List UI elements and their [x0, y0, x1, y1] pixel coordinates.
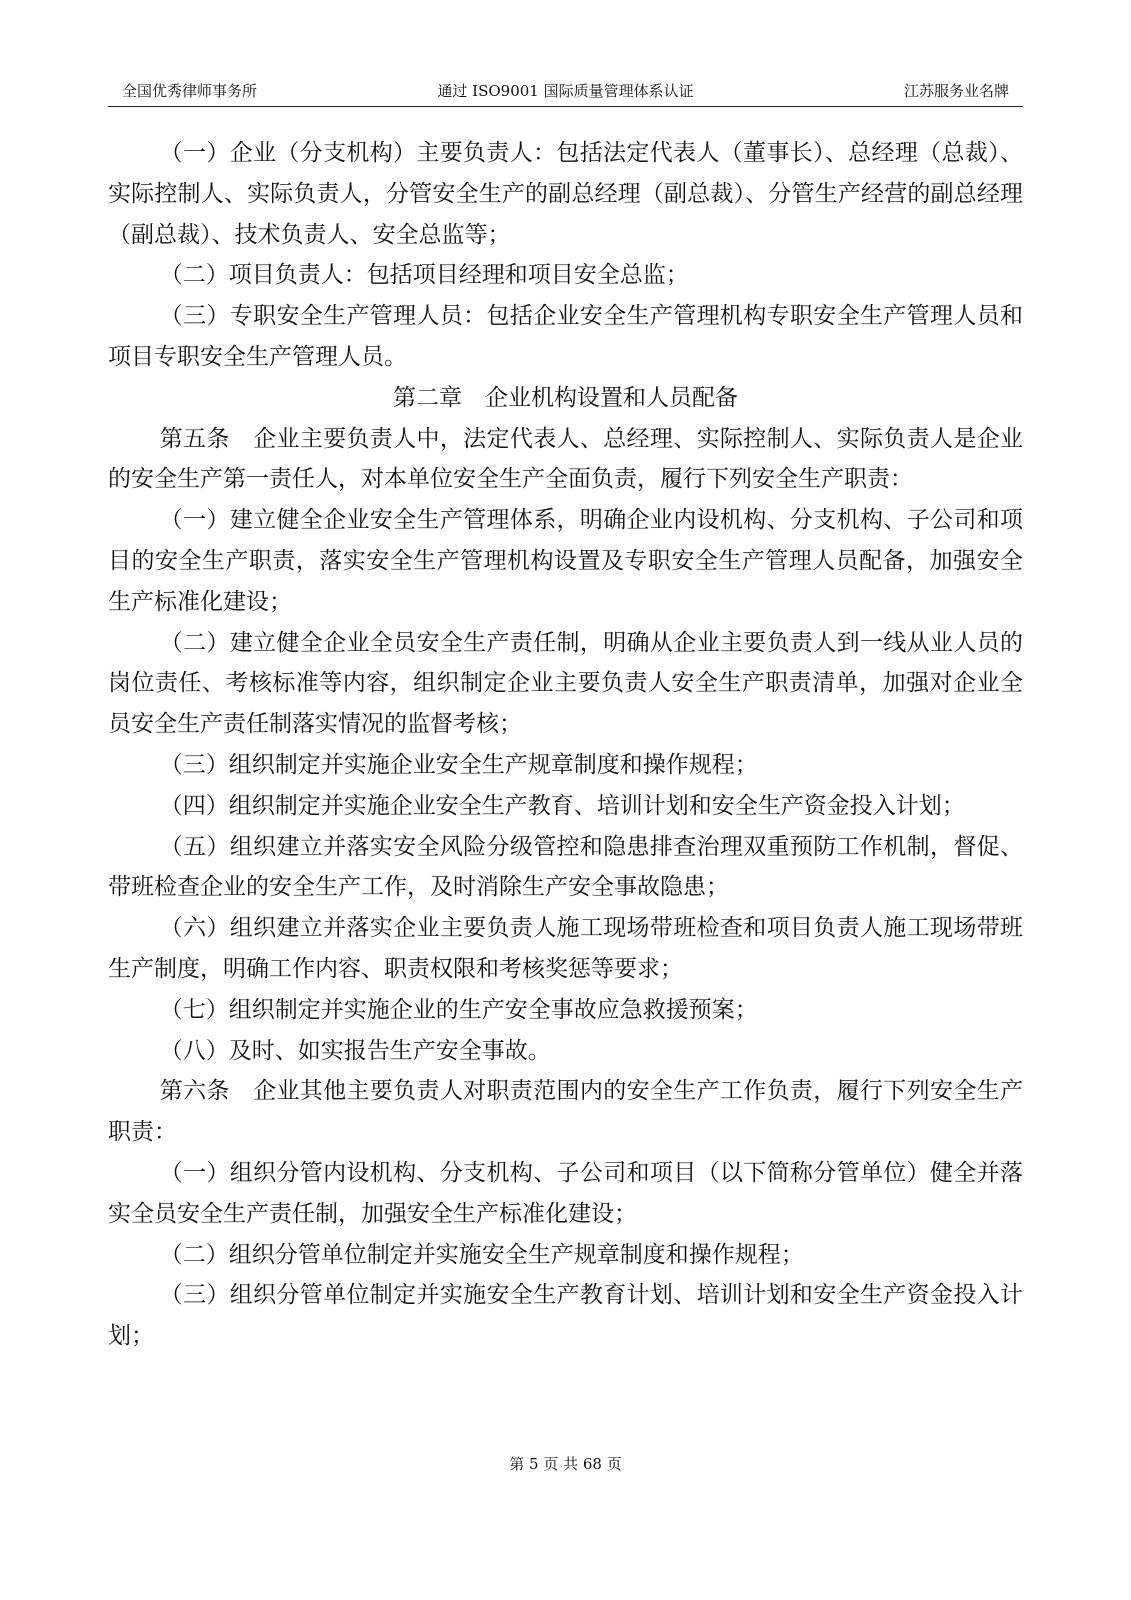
page-number: 第 5 页 共 68 页: [509, 1455, 622, 1473]
paragraph: （六）组织建立并落实企业主要负责人施工现场带班检查和项目负责人施工现场带班生产制度，明确工作内容、职责权限和考核奖惩等要求；: [108, 915, 1023, 982]
paragraph: （一）组织分管内设机构、分支机构、子公司和项目（以下简称分管单位）健全并落实全员安全生产责任制，加强安全生产标准化建设；: [108, 1159, 1023, 1227]
header-left-text: 全国优秀律师事务所: [122, 82, 258, 100]
paragraph: （五）组织建立并落实安全风险分级管控和隐患排查治理双重预防工作机制，督促、带班检查企业的安全生产工作，及时消除生产安全事故隐患；: [108, 833, 1023, 901]
paragraph: （四）组织制定并实施企业安全生产教育、培训计划和安全生产资金投入计划；: [159, 792, 965, 819]
paragraph: （二）建立健全企业全员安全生产责任制，明确从企业主要负责人到一线从业人员的岗位责任、考核标准等内容，组织制定企业主要负责人安全生产职责清单，加强对企业全员安全生产责任制落实情况的监督考核；: [108, 629, 1023, 738]
paragraph: 第五条 企业主要负责人中，法定代表人、总经理、实际控制人、实际负责人是企业的安全生产第一责任人，对本单位安全生产全面负责，履行下列安全生产职责：: [108, 425, 1023, 493]
paragraph: （二）项目负责人：包括项目经理和项目安全总监；: [159, 262, 689, 289]
paragraph: （一）建立健全企业安全生产管理体系，明确企业内设机构、分支机构、子公司和项目的安全生产职责，落实安全生产管理机构设置及专职安全生产管理人员配备，加强安全生产标准化建设；: [108, 507, 1023, 615]
paragraph: （八）及时、如实报告生产安全事故。: [159, 1037, 551, 1064]
page-header: [108, 78, 1023, 107]
chapter-title: 第二章 企业机构设置和人员配备: [393, 384, 738, 411]
paragraph: （七）组织制定并实施企业的生产安全事故应急救援预案；: [159, 996, 758, 1023]
paragraph: （三）专职安全生产管理人员：包括企业安全生产管理机构专职安全生产管理人员和项目专职安全生产管理人员。: [108, 303, 1023, 370]
paragraph: （三）组织分管单位制定并实施安全生产教育计划、培训计划和安全生产资金投入计划；: [108, 1282, 1023, 1350]
paragraph: （一）企业（分支机构）主要负责人：包括法定代表人（董事长）、总经理（总裁）、实际控制人、实际负责人，分管安全生产的副总经理（副总裁）、分管生产经营的副总经理（副总裁）、技术负责人、安全总监等；: [108, 140, 1023, 248]
header-center-text: 通过 ISO9001 国际质量管理体系认证: [437, 82, 694, 100]
paragraph: （三）组织制定并实施企业安全生产规章制度和操作规程；: [159, 751, 758, 778]
page-footer: [0, 1453, 1131, 1474]
header-right-text: 江苏服务业名牌: [903, 82, 1009, 100]
paragraph: 第六条 企业其他主要负责人对职责范围内的安全生产工作负责，履行下列安全生产职责：: [108, 1078, 1023, 1146]
document-body: [108, 133, 1023, 1357]
paragraph: （二）组织分管单位制定并实施安全生产规章制度和操作规程；: [159, 1241, 804, 1268]
